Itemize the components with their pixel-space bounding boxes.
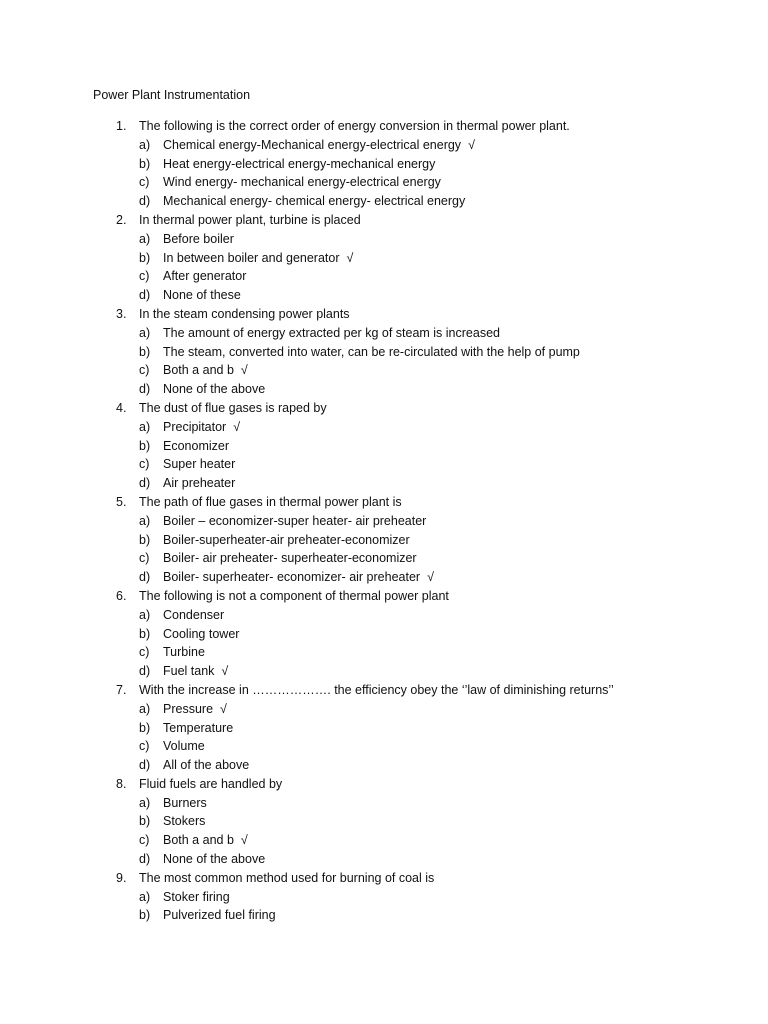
- option-list: [0, 512, 768, 587]
- option-letter: a): [139, 701, 151, 716]
- option-item: [0, 531, 768, 550]
- option-text: In between boiler and generator: [163, 250, 340, 265]
- question-number: 4.: [116, 400, 127, 415]
- option-list: [0, 136, 768, 211]
- question-text: With the increase in ………………. the efficiency obey the ‘’law of diminishing returns’’: [139, 682, 614, 697]
- option-text: Heat energy-electrical energy-mechanical energy: [163, 156, 436, 171]
- option-text: Boiler- superheater- economizer- air preheater: [163, 570, 421, 585]
- question-number: 1.: [116, 119, 127, 133]
- option-text: Turbine: [163, 645, 205, 660]
- option-item: [0, 719, 768, 738]
- option-text-wrapper: [163, 361, 248, 380]
- option-text-wrapper: [163, 512, 426, 531]
- option-text: Volume: [163, 739, 205, 754]
- option-item: [0, 192, 768, 211]
- question-number: 3.: [116, 306, 127, 321]
- option-letter: b): [139, 438, 151, 453]
- question-line: [0, 399, 768, 418]
- question-number: 8.: [116, 776, 127, 791]
- option-letter: d): [139, 852, 151, 867]
- option-text: Pulverized fuel firing: [163, 908, 276, 923]
- option-list: [0, 794, 768, 869]
- option-text: The steam, converted into water, can be re-circulated with the help of pump: [163, 344, 580, 359]
- option-item: [0, 418, 768, 437]
- option-item: [0, 906, 768, 925]
- option-letter: a): [139, 889, 151, 904]
- option-list: [0, 606, 768, 681]
- option-text-wrapper: [163, 906, 276, 925]
- option-letter: b): [139, 532, 151, 547]
- question-text: The following is the correct order of energy conversion in thermal power plant.: [139, 119, 570, 133]
- option-text-wrapper: [163, 549, 417, 568]
- option-letter: a): [139, 795, 151, 810]
- question-text: The dust of flue gases is raped by: [139, 400, 327, 415]
- question-text: Fluid fuels are handled by: [139, 776, 283, 791]
- option-item: [0, 437, 768, 456]
- correct-answer-check-icon: √: [346, 250, 354, 265]
- option-text-wrapper: [163, 437, 229, 456]
- option-text: Burners: [163, 795, 207, 810]
- option-letter: a): [139, 231, 151, 246]
- question-number: 5.: [116, 494, 127, 509]
- option-text: None of these: [163, 288, 241, 303]
- option-letter: d): [139, 664, 151, 679]
- question-line: [0, 775, 768, 794]
- option-text-wrapper: [163, 155, 435, 174]
- correct-answer-check-icon: √: [427, 570, 434, 585]
- option-text: Both a and b: [163, 363, 234, 378]
- question-item: [0, 869, 768, 925]
- option-letter: a): [139, 607, 151, 622]
- option-item: [0, 249, 768, 268]
- option-text: Both a and b: [163, 833, 234, 848]
- option-text-wrapper: [163, 343, 580, 362]
- option-item: [0, 831, 768, 850]
- option-item: [0, 512, 768, 531]
- question-number: 6.: [116, 588, 127, 603]
- option-list: [0, 230, 768, 305]
- option-letter: d): [139, 476, 151, 491]
- option-text: Temperature: [163, 720, 234, 735]
- option-text-wrapper: [163, 850, 265, 869]
- option-text-wrapper: [163, 418, 240, 437]
- option-text-wrapper: [163, 173, 441, 192]
- option-text-wrapper: [163, 324, 500, 343]
- question-item: [0, 775, 768, 869]
- option-text-wrapper: [163, 812, 205, 831]
- question-item: [0, 305, 768, 399]
- option-letter: a): [139, 137, 151, 152]
- option-letter: b): [139, 344, 151, 359]
- option-letter: b): [139, 156, 151, 171]
- option-letter: b): [139, 626, 151, 641]
- correct-answer-check-icon: √: [220, 701, 227, 716]
- option-item: [0, 380, 768, 399]
- option-text: None of the above: [163, 382, 266, 397]
- option-letter: c): [139, 551, 150, 566]
- question-line: [0, 587, 768, 606]
- option-text: The amount of energy extracted per kg of steam is increased: [163, 325, 500, 340]
- option-text-wrapper: [163, 756, 249, 775]
- option-text-wrapper: [163, 794, 207, 813]
- option-text-wrapper: [163, 531, 410, 550]
- option-text-wrapper: [163, 474, 235, 493]
- option-item: [0, 606, 768, 625]
- question-text: The following is not a component of thermal power plant: [139, 588, 449, 603]
- question-text: In the steam condensing power plants: [139, 306, 350, 321]
- question-item: [0, 587, 768, 681]
- option-list: [0, 418, 768, 493]
- option-text: Precipitator: [163, 419, 227, 434]
- option-letter: d): [139, 382, 151, 397]
- option-item: [0, 136, 768, 155]
- option-text: Stokers: [163, 814, 206, 829]
- option-text: Chemical energy-Mechanical energy-electrical energy: [163, 137, 462, 152]
- option-text: Cooling tower: [163, 626, 240, 641]
- option-item: [0, 625, 768, 644]
- option-text-wrapper: [163, 455, 235, 474]
- option-item: [0, 662, 768, 681]
- option-letter: c): [139, 269, 150, 284]
- option-list: [0, 700, 768, 775]
- option-item: [0, 700, 768, 719]
- option-item: [0, 737, 768, 756]
- question-text: The most common method used for burning of coal is: [139, 870, 435, 885]
- option-item: [0, 455, 768, 474]
- option-item: [0, 361, 768, 380]
- option-text-wrapper: [163, 643, 205, 662]
- option-item: [0, 888, 768, 907]
- option-letter: c): [139, 739, 150, 754]
- option-text-wrapper: [163, 888, 230, 907]
- question-text: In thermal power plant, turbine is placed: [139, 212, 361, 227]
- question-list: [0, 117, 768, 925]
- option-letter: a): [139, 325, 151, 340]
- correct-answer-check-icon: √: [468, 137, 475, 152]
- option-letter: a): [139, 513, 151, 528]
- option-text-wrapper: [163, 719, 233, 738]
- question-text: The path of flue gases in thermal power plant is: [139, 494, 402, 509]
- option-item: [0, 812, 768, 831]
- option-text: Boiler- air preheater- superheater-economizer: [163, 551, 417, 566]
- option-text-wrapper: [163, 662, 228, 681]
- option-text: None of the above: [163, 852, 266, 867]
- option-list: [0, 324, 768, 399]
- question-item: [0, 399, 768, 493]
- option-text: Boiler-superheater-air preheater-economizer: [163, 532, 410, 547]
- option-letter: c): [139, 175, 150, 190]
- question-number: 2.: [116, 212, 127, 227]
- option-item: [0, 343, 768, 362]
- option-text: Air preheater: [163, 476, 236, 491]
- option-text: Economizer: [163, 438, 229, 453]
- option-text-wrapper: [163, 249, 353, 268]
- option-text-wrapper: [163, 625, 239, 644]
- option-text-wrapper: [163, 230, 234, 249]
- option-text-wrapper: [163, 136, 475, 155]
- option-text-wrapper: [163, 192, 465, 211]
- question-item: [0, 681, 768, 775]
- option-text-wrapper: [163, 286, 241, 305]
- correct-answer-check-icon: √: [233, 419, 241, 434]
- question-line: [0, 211, 768, 230]
- option-letter: d): [139, 570, 151, 585]
- option-item: [0, 173, 768, 192]
- option-item: [0, 267, 768, 286]
- option-letter: c): [139, 457, 150, 472]
- question-number: 9.: [116, 870, 127, 885]
- option-letter: c): [139, 833, 150, 848]
- option-item: [0, 286, 768, 305]
- option-item: [0, 474, 768, 493]
- option-item: [0, 230, 768, 249]
- option-text-wrapper: [163, 700, 227, 719]
- question-line: [0, 493, 768, 512]
- correct-answer-check-icon: √: [240, 363, 248, 378]
- option-item: [0, 643, 768, 662]
- option-text: Boiler – economizer-super heater- air preheater: [163, 513, 427, 528]
- option-letter: b): [139, 908, 151, 923]
- option-letter: b): [139, 720, 151, 735]
- option-text: Before boiler: [163, 231, 234, 246]
- option-text-wrapper: [163, 267, 246, 286]
- option-letter: b): [139, 250, 151, 265]
- option-text-wrapper: [163, 380, 265, 399]
- option-text: After generator: [163, 269, 247, 284]
- option-item: [0, 794, 768, 813]
- option-list: [0, 888, 768, 926]
- option-letter: b): [139, 814, 151, 829]
- option-item: [0, 568, 768, 587]
- option-text: Stoker firing: [163, 889, 230, 904]
- option-item: [0, 324, 768, 343]
- option-text: Mechanical energy- chemical energy- electrical energy: [163, 194, 466, 209]
- question-item: [0, 211, 768, 305]
- correct-answer-check-icon: √: [240, 833, 248, 848]
- option-text-wrapper: [163, 831, 248, 850]
- option-letter: c): [139, 363, 150, 378]
- question-line: [0, 869, 768, 888]
- option-text-wrapper: [163, 737, 205, 756]
- option-letter: d): [139, 194, 151, 209]
- option-letter: d): [139, 288, 151, 303]
- option-text: All of the above: [163, 758, 250, 773]
- option-item: [0, 549, 768, 568]
- question-line: [0, 117, 768, 136]
- document-title: Power Plant Instrumentation: [93, 88, 251, 102]
- question-line: [0, 681, 768, 700]
- question-line: [0, 305, 768, 324]
- option-text: Fuel tank: [163, 664, 215, 679]
- option-item: [0, 155, 768, 174]
- option-letter: c): [139, 645, 150, 660]
- option-letter: d): [139, 758, 151, 773]
- option-text: Pressure: [163, 701, 214, 716]
- option-item: [0, 850, 768, 869]
- option-item: [0, 756, 768, 775]
- question-item: [0, 493, 768, 587]
- option-text-wrapper: [163, 568, 434, 587]
- option-letter: a): [139, 419, 151, 434]
- correct-answer-check-icon: √: [221, 664, 229, 679]
- question-item: [0, 117, 768, 211]
- option-text: Super heater: [163, 457, 236, 472]
- option-text: Wind energy- mechanical energy-electrical energy: [163, 175, 441, 190]
- question-number: 7.: [116, 682, 127, 697]
- option-text: Condenser: [163, 607, 225, 622]
- option-text-wrapper: [163, 606, 224, 625]
